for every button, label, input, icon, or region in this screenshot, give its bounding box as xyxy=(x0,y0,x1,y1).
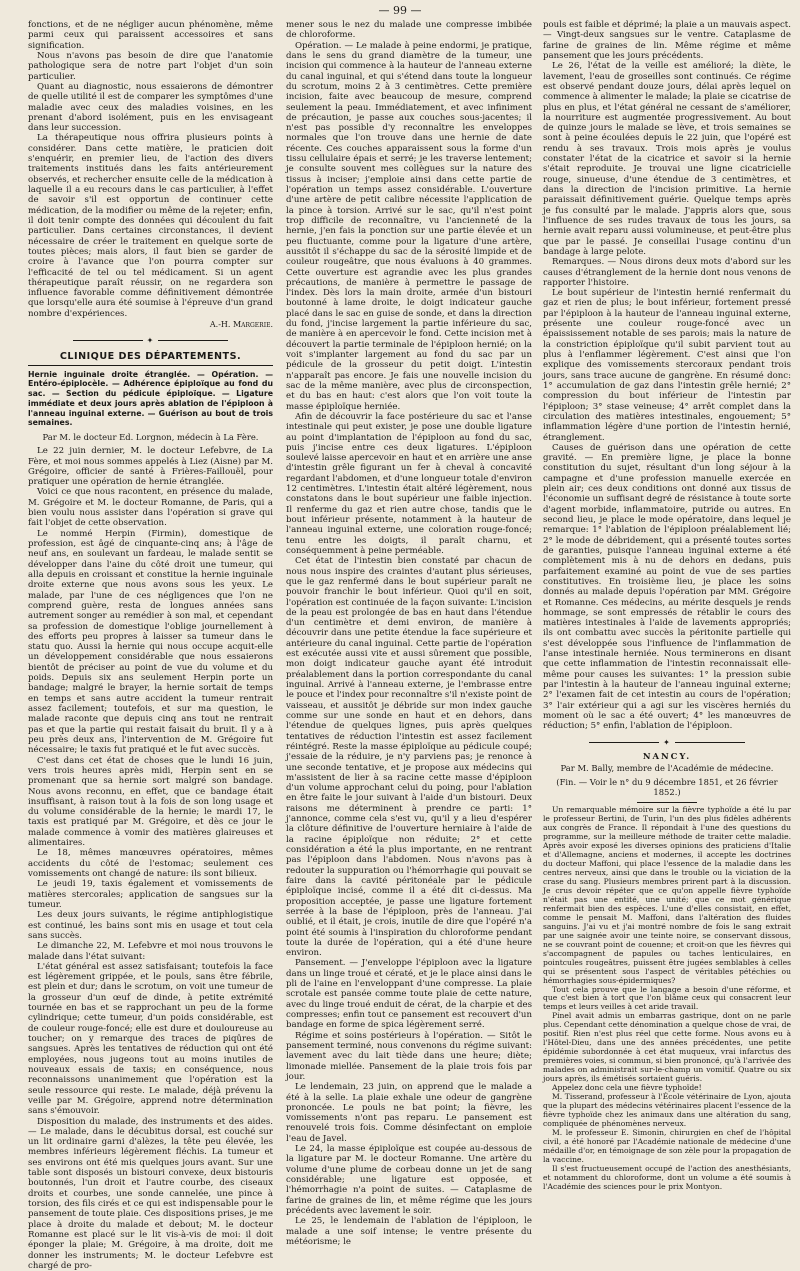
column-1 xyxy=(28,20,273,1271)
city-heading: NANCY. xyxy=(642,751,692,762)
paragraph: Le 24, la masse épiploïque est coupée au-dessous de la ligature par M. le docteur Romanne. Une artère du volume d'une plume de corbeau donne un jet de sang considérable; une ligature est opposée, et l'hémorrhagie n'a point de suites. — Cataplasme de farine de graines de lin, et même régime que les jours précédents avec lavement le soir. xyxy=(286,1144,532,1216)
paragraph: Nous n'avons pas besoin de dire que l'anatomie pathologique sera de notre part l'objet d'un soin particulier. xyxy=(28,50,273,82)
paragraph: Un remarquable mémoire sur la fièvre typhoïde a été lu par le professeur Bertini, de Turin, l'un des plus fidèles adhérents aux congrès de France. Il répondait à l'une des questions du programme, sur la meilleure méthode de traiter cette maladie. Après avoir exposé les diverses opinions des praticiens d'Italie et d'Allemagne, anciens et modernes, il accepte les doctrines du docteur Maffoni, qui place l'essence de la maladie dans les centres nerveux, ainsi que dans le trouble ou la viciation de la crase du sang. Plusieurs membres prirent part à la discussion. Je crus devoir répéter que ce qu'on appelle fièvre typhoïde n'était pas une entité, une unité; que ce mot générique renfermait bien des espèces. L'une d'elles consistait, en effet, comme le pensait M. Maffoni, dans l'altération des fluides sanguins. J'ai vu et j'ai montré nombre de fois le sang extrait par une saignée avoir une teinte noire, se conservant dissous, ne se couvrant point de couenne; et croit-on que les fièvres qui s'accompagnent de papules ou taches lenticulaires, en pointcules rougeâtres, puissent être jugées semblables à celles qui se présentent sous l'aspect de véritables pétéchies ou hémorrhagies sous-épidermiques? xyxy=(543,805,791,985)
paragraph: Pinel avait admis un embarras gastrique, dont on ne parle plus. Cependant cette dénomination a quelque chose de vrai, de positif. Rien n'est plus réel que cette forme. Nous avons eu à l'Hôtel-Dieu, dans une des années précédentes, une petite épidémie subordonnée à cet état muqueux, vrai infarctus des premières voies, si commun, si bien prononcé, qu'à l'arrivée des malades on administrait sur-le-champ un vomitif. Quatre ou six jours après, ils émétisés sortaient guéris. xyxy=(543,1011,791,1084)
paragraph: Afin de découvrir la face postérieure du sac et l'anse intestinale qui peut exister, je pose une double ligature au point d'implantation de l'épiploon au fond du sac, puis j'incise entre ces deux ligatures. L'épiploon soulevé laisse apercevoir en haut et en arrière une anse d'intestin grêle figurant un fer à cheval à concavité regardant l'abdomen, et d'une longueur totale d'environ 12 centimètres. L'intestin était altéré légèrement, nous constatons dans le bout supérieur une faible injection. Il renferme du gaz et rien autre chose, tandis que le bout inférieur présente, notamment à la hauteur de l'anneau inguinal externe, une coloration rouge-foncé; tenu entre les doigts, il paraît charnu, et conséquemment à peine perméable. xyxy=(286,411,532,556)
paragraph: Le lendemain, 23 juin, on apprend que le malade a été à la selle. La plaie exhale une odeur de gangrène prononcée. Le pouls ne bat point; la fièvre, les vomissements n'ont pas reparu. Le pansement est renouvelé trois fois. Comme désinfectant on emploie l'eau de Javel. xyxy=(286,1082,532,1144)
paragraph: Le 18, mêmes manœuvres opératoires, mêmes accidents du côté de l'estomac; seulement ces vomissements ont changé de nature: ils sont bilieux. xyxy=(28,848,273,880)
divider xyxy=(637,802,697,803)
paragraph: pouls est faible et déprimé; la plaie a un mauvais aspect. — Vingt-deux sangsues sur le ventre. Cataplasme de farine de graines de lin. Même régime et même pansement que les jours précédents. xyxy=(543,20,791,61)
continuation-note: (Fin. — Voir le n° du 9 décembre 1851, et 26 février 1852.) xyxy=(556,777,778,798)
paragraph: Opération. — Le malade à peine endormi, je pratique, dans le sens du grand diamètre de la tumeur, une incision qui commence à la hauteur de l'anneau externe du canal inguinal, et qui s'étend dans toute la longueur du scrotum, moins 2 à 3 centimètres. Cette première incision, faite avec beaucoup de mesure, comprend seulement la peau. Immédiatement, et avec infiniment de précaution, je passe aux couches sous-jacentes; il n'est pas possible d'y reconnaître les enveloppes normales que l'on trouve dans une hernie de date récente. Ces couches apparaissent sous la forme d'un tissu cellulaire épais et serré; je les traverse lentement; je consulte souvent mes collègues sur la nature des tissus à inciser; j'emploie ainsi dans cette partie de l'opération un temps assez considérable. L'ouverture d'une artère de petit calibre nécessite l'application de la pince à torsion. Arrivé sur le sac, qu'il n'est point trop difficile de reconnaître, vu l'ancienneté de la hernie, j'en fais la ponction sur une partie élevée et un peu fluctuante, comme pour la ligature d'une artère, aussitôt il s'échappe du sac de la sérosité limpide et de couleur rougeâtre, que nous évaluons à 40 grammes. Cette ouverture est agrandie avec les plus grandes précautions, de manière à permettre le passage de l'index. Dès lors la main droite, armée d'un bistouri boutonné à lame droite, le doigt indicateur gauche placé dans le sac en guise de sonde, et dans la direction du fond, j'incise largement la partie inférieure du sac, de manière à en apercevoir le fond. Cette incision met à découvert la partie terminale de l'épiploon hernié; on la voit s'implanter largement au fond du sac par un pédicule de la grosseur du petit doigt. L'intestin n'apparaît pas encore. Je fais une nouvelle incision du sac de la même manière, avec plus de circonspection, et du bas en haut: c'est alors que l'on voit toute la masse épiploïque herniée. xyxy=(286,40,532,412)
author-signature: A.-H. Margerie. xyxy=(209,320,273,330)
paragraph: Le 25, le lendemain de l'ablation de l'épiploon, le malade a une soif intense; le ventre présente du météorisme; le xyxy=(286,1216,532,1247)
paragraph: Quant au diagnostic, nous essaierons de démontrer de quelle utilité il est de comparer les symptômes d'une maladie avec ceux des maladies voisines, en les prenant d'abord isolément, puis en les envisageant dans leur succession. xyxy=(28,81,273,134)
paragraph: mener sous le nez du malade une compresse imbibée de chloroforme. xyxy=(286,20,532,41)
paragraph: Le nommé Herpin (Firmin), domestique de profession, est âgé de cinquante-cinq ans; à l'âge de neuf ans, en soulevant un fardeau, le malade sentit se développer dans l'aine du côté droit une tumeur, qui alla depuis en croissant et constitue la hernie inguinale droite externe que nous avons sous les yeux. Le malade, par l'une de ces négligences que l'on ne comprend guère, resta de longues années sans autrement songer au remédier à son mal, et cependant sa profession de domestique l'oblige journellement à des efforts peu propres à laisser sa tumeur dans le statu quo. Aussi la hernie qui nous occupe acquit-elle un développement considérable que nous essaierons bientôt de préciser au point de vue du volume et du poids. Depuis six ans seulement Herpin porte un bandage; malgré le brayer, la hernie sortait de temps en temps et sans autre accident la tumeur rentrait assez facilement; toutefois, et sur ma question, le malade raconte que depuis cinq ans tout ne rentrait pas et que la partie qui restait faisait du bruit. Il y a à peu près deux ans, l'intervention de M. Grégoire fut nécessaire; le taxis fut pratiqué et le fut avec succès. xyxy=(28,528,273,756)
article-byline: Par M. le docteur Ed. Lorgnon, médecin à La Fère. xyxy=(42,432,259,443)
column-3 xyxy=(543,20,791,1191)
paragraph: Régime et soins postérieurs à l'opération. — Sitôt le pansement terminé, nous convenons du régime suivant: lavement avec du lait tiède dans une heure; diète; limonade miellée. Pansement de la plaie trois fois par jour. xyxy=(286,1030,532,1082)
paragraph: C'est dans cet état de choses que le lundi 16 juin, vers trois heures après midi, Herpin sent en se promenant que sa hernie sort malgré son bandage. Nous avons reconnu, en effet, que ce bandage était insuffisant, à raison tout à la fois de son long usage et du volume considérable de la hernie; le mardi 17, le taxis est pratiqué par M. Grégoire, et dès ce jour le malade commence à vomir des matières glaireuses et alimentaires. xyxy=(28,755,273,849)
paragraph: M. le professeur E. Simonin, chirurgien en chef de l'hôpital civil, a été honoré par l'Académie nationale de médecine d'une médaille d'or, en témoignage de son zèle pour la propagation de la vaccine. xyxy=(543,1127,791,1164)
paragraph: Disposition du malade, des instruments et des aides. — Le malade, dans le décubitus dorsal, est couché sur un lit ordinaire garni d'alèzes, la tête peu élevée, les membres inférieurs légèrement fléchis. La tumeur et ses environs ont été mis quelques jours avant. Sur une table sont disposés un bistouri convexe, deux bistouris boutonnés, l'un droit et l'autre courbe, des ciseaux droits et courbes, une sonde cannelée, une pince à torsion, des fils cirés et ce qui est indispensable pour le pansement de toute plaie. Ces dispositions prises, je me place à droite du malade et debout; M. le docteur Romanne est placé sur le lit vis-à-vis de moi: il doit éponger la plaie; M. Grégoire, à ma droite, doit me donner les instruments; M. le docteur Lefebvre est chargé de pro- xyxy=(28,1116,273,1271)
paragraph: fonctions, et de ne négliger aucun phénomène, même parmi ceux qui paraissent accessoires et sans signification. xyxy=(28,20,273,51)
paragraph: Le bout supérieur de l'intestin hernié renfermait du gaz et rien de plus; le bout inférieur, fortement pressé par l'épiploon à la hauteur de l'anneau inguinal externe, présente une couleur rouge-foncé avec un épaississement notable de ses parois; mais la nature de la constriction épiploïque qu'il subit parvient tout au plus à l'enflammer légèrement. C'est ainsi que l'on explique des vomissements stercoraux pendant trois jours, sans trace aucune de gangrène. En résumé donc: 1° accumulation de gaz dans l'intestin grêle hernié; 2° compression du bout inférieur de l'intestin par l'épiploon; 3° stase veineuse; 4° arrêt complet dans la circulation des matières intestinales, engouement; 5° inflammation légère d'une portion de l'intestin hernié, étranglement. xyxy=(543,288,791,443)
paragraph: La thérapeutique nous offrira plusieurs points à considérer. Dans cette matière, le praticien doit s'enquérir, en premier lieu, de l'action des divers traitements institués dans les faits antérieurement observés, et rechercher ensuite celle de la médication à laquelle il a eu recours dans le cas particulier, à l'effet de savoir s'il est opportun de continuer cette médication, de la modifier ou même de la rejeter; enfin, il doit tenir compte des données qui découlent du fait particulier. Dans certaines circonstances, il devient nécessaire de créer le traitement en quelque sorte de toutes pièces; mais alors, il faut bien se garder de croire à l'avance que l'on pourra compter sur l'efficacité de tel ou tel médicament. Si un agent thérapeutique paraît réussir, on ne regardera son influence favorable comme définitivement démontrée que lorsqu'elle aura été soumise à l'épreuve d'un grand nombre d'expériences. xyxy=(28,133,273,319)
paragraph: Pansement. — J'enveloppe l'épiploon avec la ligature dans un linge troué et cératé, et je le place ainsi dans le pli de l'aine en l'enveloppant d'une compresse. La plaie scrotale est pansée comme toute plaie de cette nature, avec du linge troué enduit de cérat, de la charpie et des compresses; enfin tout ce pansement est recouvert d'un bandage en forme de spica légèrement serré. xyxy=(286,958,532,1031)
paragraph: Cet état de l'intestin bien constaté par chacun de nous nous inspire des craintes d'autant plus sérieuses, que le gaz renfermé dans le bout supérieur paraît ne pouvoir franchir le bout inférieur. Quoi qu'il en soit, l'opération est continuée de la façon suivante: L'incision de la peau est prolongée de bas en haut dans l'étendue d'un centimètre et demi environ, de manière à découvrir dans une petite étendue la face supérieure et antérieure du canal inguinal. Cette partie de l'opération est exécutée aussi vite et aussi sûrement que possible, mon doigt indicateur gauche ayant été introduit préalablement dans la portion correspondante du canal inguinal. Arrivé à l'anneau externe, je l'embrasse entre le pouce et l'index pour reconnaître s'il n'existe point de vaisseau, et aussitôt je débride sur mon index gauche comme sur une sonde en haut et en dehors, dans l'étendue de quelques lignes, puis après quelques tentatives de réduction l'intestin est assez facilement réintégré. Reste la masse épiploïque au pédicule coupé; j'essaie de la réduire, je n'y parviens pas; je renonce à une seconde tentative, et je propose aux médecins qui m'assistent de lier à sa racine cette masse d'épiploon d'un volume approchant celui du poing, pour l'ablation en être faite le jour suivant à l'aide d'un bistouri. Deux raisons me déterminent à prendre ce parti: 1° j'annonce, comme cela s'est vu, qu'il y a lieu d'espérer la clôture définitive de l'ouverture herniaire à l'aide de la racine épiploïque non réduite; 2° et cette considération a été la plus importante, en ne rentrant pas l'épiploon dans l'abdomen. Nous n'avons pas à redouter la suppuration ou l'hémorrhagie qui pouvait se faire dans la cavité péritonéale par le pédicule épiploïque incisé, comme il a été dit ci-dessus. Ma proposition acceptée, je passe une ligature fortement serrée à la base de l'épiploon, près de l'anneau. J'ai oublié, et il était, je crois, inutile de dire que l'opéré n'a point été soumis à l'inspiration du chloroforme pendant toute la durée de l'opération, qui a été d'une heure environ. xyxy=(286,556,532,959)
article-summary: Hernie inguinale droite étranglée. — Opération. — Entéro-épiplocèle. — Adhérence épiploïque au fond du sac. — Section du pédicule épiploïque. — Ligature immédiate et deux jours après ablation de l'épiploon à l'anneau inguinal externe. — Guérison au bout de trois semaines. xyxy=(28,369,273,428)
paragraph: Causes de guérison dans une opération de cette gravité. — En première ligne, je place la bonne constitution du sujet, résultant d'un long séjour à la campagne et d'une profession manuelle exercée en plein air; ces deux conditions ont donné aux tissus de l'économie un suffisant degré de résistance à toute sorte d'agent morbide, inflammatoire, putride ou autres. En second lieu, je place le mode opératoire, dans lequel je remarque: 1° l'ablation de l'épiploon préalablement lié; 2° le mode de débridement, qui a présenté toutes sortes de garanties, puisque l'anneau inguinal externe a été complètement mis à nu de dehors en dedans, puis parfaitement examiné au point de vue de ses parties constitutives. En troisième lieu, je place les soins donnés au malade depuis l'opération par MM. Grégoire et Romanne. Ces médecins, au mérite desquels je rends hommage, se sont empressés de rétablir le cours des matières intestinales à l'aide de lavements appropriés; ils ont combattu avec succès la péritonite partielle qui s'est développée sous l'influence de l'inflammation de l'anse intestinale herniée. Nous terminerons en disant que cette inflammation de l'intestin reconnaissait elle-même pour causes les suivantes: 1° la pression subie par l'intestin à la hauteur de l'anneau inguinal externe; 2° l'examen fait de cet intestin au cours de l'opération; 3° l'air extérieur qui a agi sur les viscères herniés du moment où le sac a été ouvert; 4° les manœuvres de réduction; 5° enfin, l'ablation de l'épiploon. xyxy=(543,442,791,732)
paragraph: Voici ce que nous racontent, en présence du malade, M. Grégoire et M. le docteur Romanne, de Paris, qui a bien voulu nous assister dans l'opération si grave qui fait l'objet de cette observation. xyxy=(28,487,273,529)
paragraph: Le jeudi 19, taxis également et vomissements de matières stercorales; application de sangsues sur la tumeur. xyxy=(28,879,273,910)
paragraph: Les deux jours suivants, le régime antiphlogistique est continué, les bains sont mis en usage et tout cela sans succès. xyxy=(28,910,273,941)
ornament-divider: ✦ xyxy=(28,336,273,346)
column-2 xyxy=(286,20,532,1247)
paragraph: M. Tisserand, professeur à l'École vétérinaire de Lyon, ajouta que la plupart des médecins vétérinaires placent l'essence de la fièvre typhoïde chez les animaux dans une altération du sang, compliquée de phénomènes nerveux. xyxy=(543,1091,791,1128)
paragraph: Appelez donc cela une fièvre typhoïde! xyxy=(552,1083,702,1093)
article-byline: Par M. Bally, membre de l'Académie de médecine. xyxy=(560,763,774,774)
paragraph: Tout cela prouve que le langage a besoin d'une réforme, et que c'est bien à tort que l'on blâme ceux qui consacrent leur temps et leurs veilles à cet aride travail. xyxy=(543,984,791,1012)
ornament-divider: ✦ xyxy=(543,738,791,748)
section-title: CLINIQUE DES DÉPARTEMENTS. xyxy=(28,351,273,366)
paragraph: L'état général est assez satisfaisant; toutefois la face est légèrement grippée, et le pouls, sans être fébrile, est plein et dur; dans le scrotum, on voit une tumeur de la grosseur d'un œuf de dinde, à petite extrémité tournée en bas et se rapprochant un peu de la forme cylindrique; cette tumeur, d'un poids considérable, est de couleur rouge-foncé; elle est dure et douloureuse au toucher; on y remarque des traces de piqûres de sangsues. Après les tentatives de réduction qui ont été employées, nous jugeons tout au moins inutiles de nouveaux essais de taxis; en conséquence, nous reconnaissons unanimement que l'opération est la seule ressource qui reste. Le malade, déjà prévenu la veille par M. Grégoire, apprend notre détermination sans s'émouvoir. xyxy=(28,961,273,1117)
paragraph: Le dimanche 22, M. Lefebvre et moi nous trouvons le malade dans l'état suivant: xyxy=(28,941,273,962)
page-number: — 99 — xyxy=(378,4,422,17)
paragraph: Le 22 juin dernier, M. le docteur Lefebvre, de La Fère, et moi nous sommes appelés à Liez (Aisne) par M. Grégoire, officier de santé à Frières-Faillouël, pour pratiquer une opération de hernie étranglée. xyxy=(28,446,273,488)
paragraph: Remarques. — Nous dirons deux mots d'abord sur les causes d'étranglement de la hernie dont nous venons de rapporter l'histoire. xyxy=(543,257,791,288)
paragraph: Le 26, l'état de la veille est amélioré; la diète, le lavement, l'eau de groseilles sont continués. Ce régime est observé pendant douze jours, délai après lequel on commence à alimenter le malade; la plaie se cicatrise de plus en plus, et l'état général ne cessant de s'améliorer, la nourriture est augmentée progressivement. Au bout de quinze jours le malade se lève, et trois semaines se sont à peine écoulées depuis le 22 juin, que l'opéré est rendu à ses travaux. Trois mois après je voulus constater l'état de la cicatrice et savoir si la hernie s'était reproduite. Je trouvai une ligne cicatricielle rouge, sinueuse, d'une étendue de 3 centimètres, et dans la direction de l'incision primitive. La hernie paraissait définitivement guérie. Quelque temps après je fus consulté par le malade. J'appris alors que, sous l'influence de ses rudes travaux de tous les jours, sa hernie avait reparu aussi volumineuse, et peut-être plus que par le passé. Je conseillai l'usage continu d'un bandage à large pelote. xyxy=(543,61,791,257)
paragraph: Il s'est fructueusement occupé de l'action des anesthésiants, et notamment du chloroforme, dont un volume a été soumis à l'Académie des sciences pour le prix Montyon. xyxy=(543,1163,791,1191)
